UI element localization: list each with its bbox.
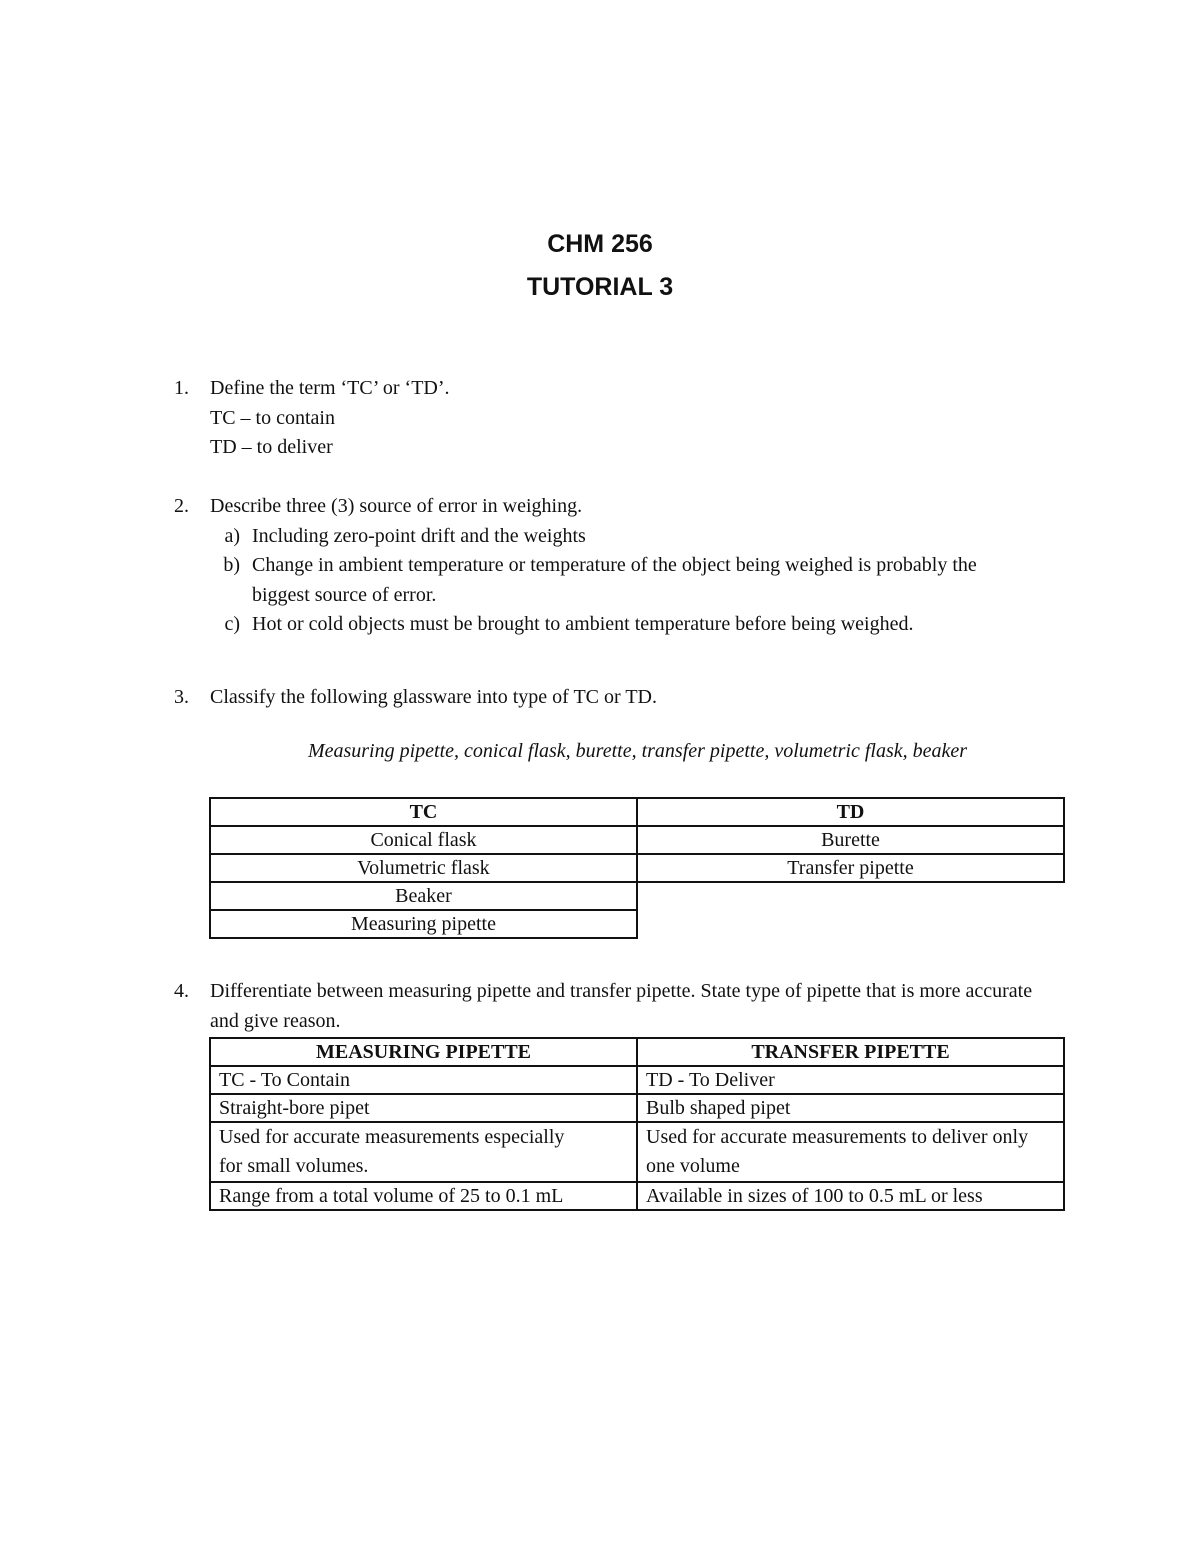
glassware-list: Measuring pipette, conical flask, burette, transfer pipette, volumetric flask, beaker bbox=[307, 740, 968, 762]
question-text: Classify the following glassware into type of TC or TD. bbox=[210, 686, 657, 708]
item-label: a) bbox=[224, 524, 240, 547]
table-cell: Used for accurate measurements especially for small volumes. bbox=[210, 1122, 637, 1182]
item-text: Hot or cold objects must be brought to ambient temperature before being weighed. bbox=[252, 613, 914, 635]
table-cell: Measuring pipette bbox=[210, 910, 637, 938]
question-text: Describe three (3) source of error in weighing. bbox=[210, 495, 583, 517]
empty-cell bbox=[637, 882, 1064, 910]
question-text: Differentiate between measuring pipette and transfer pipette. State type of pipette that is more accurate and give reason. bbox=[210, 980, 1033, 1032]
table-cell: TC - To Contain bbox=[210, 1066, 637, 1094]
tutorial-title: TUTORIAL 3 bbox=[526, 273, 674, 301]
header-cell-td: TD bbox=[637, 798, 1064, 826]
table-row bbox=[210, 1182, 1064, 1210]
table-cell: Volumetric flask bbox=[210, 854, 637, 882]
question-text: Define the term ‘TC’ or ‘TD’. bbox=[210, 377, 450, 399]
table-row bbox=[210, 826, 1064, 854]
list-item bbox=[210, 551, 1012, 610]
table-cell: Bulb shaped pipet bbox=[637, 1094, 1064, 1122]
table-cell: Straight-bore pipet bbox=[210, 1094, 637, 1122]
answer-line: TD – to deliver bbox=[210, 436, 333, 458]
table-cell: Transfer pipette bbox=[637, 854, 1064, 882]
table-header-row bbox=[210, 798, 1064, 826]
header-cell-transfer: TRANSFER PIPETTE bbox=[637, 1038, 1064, 1066]
table-header-row bbox=[210, 1038, 1064, 1066]
question-number: 2. bbox=[174, 495, 189, 517]
table-cell: Burette bbox=[637, 826, 1064, 854]
question-number: 4. bbox=[174, 980, 189, 1002]
table-row bbox=[210, 1066, 1064, 1094]
table-row bbox=[210, 854, 1064, 882]
table-cell: TD - To Deliver bbox=[637, 1066, 1064, 1094]
table-row bbox=[210, 882, 1064, 910]
course-title: CHM 256 bbox=[547, 230, 653, 258]
item-text: Including zero-point drift and the weights bbox=[252, 524, 586, 547]
item-text: Change in ambient temperature or temperature of the object being weighed is probably the biggest source of error. bbox=[252, 554, 977, 606]
table-cell: Beaker bbox=[210, 882, 637, 910]
table-cell: Used for accurate measurements to deliver only one volume bbox=[637, 1122, 1064, 1182]
table-cell: Conical flask bbox=[210, 826, 637, 854]
item-label: c) bbox=[224, 613, 240, 635]
header-cell-tc: TC bbox=[210, 798, 637, 826]
table-cell: Range from a total volume of 25 to 0.1 mL bbox=[210, 1182, 637, 1210]
question-number: 1. bbox=[174, 377, 189, 399]
pipette-comparison-table bbox=[209, 1037, 1065, 1211]
list-item bbox=[210, 522, 1074, 552]
list-item bbox=[210, 610, 972, 640]
table-row bbox=[210, 1122, 1064, 1182]
table-cell: Available in sizes of 100 to 0.5 mL or less bbox=[637, 1182, 1064, 1210]
table-row bbox=[210, 1094, 1064, 1122]
empty-cell bbox=[637, 910, 1064, 938]
table-row bbox=[210, 910, 1064, 938]
header-cell-measuring: MEASURING PIPETTE bbox=[210, 1038, 637, 1066]
answer-line: TC – to contain bbox=[210, 406, 335, 429]
tc-td-table bbox=[209, 797, 1065, 939]
question-number: 3. bbox=[174, 686, 189, 708]
item-label: b) bbox=[223, 554, 240, 576]
